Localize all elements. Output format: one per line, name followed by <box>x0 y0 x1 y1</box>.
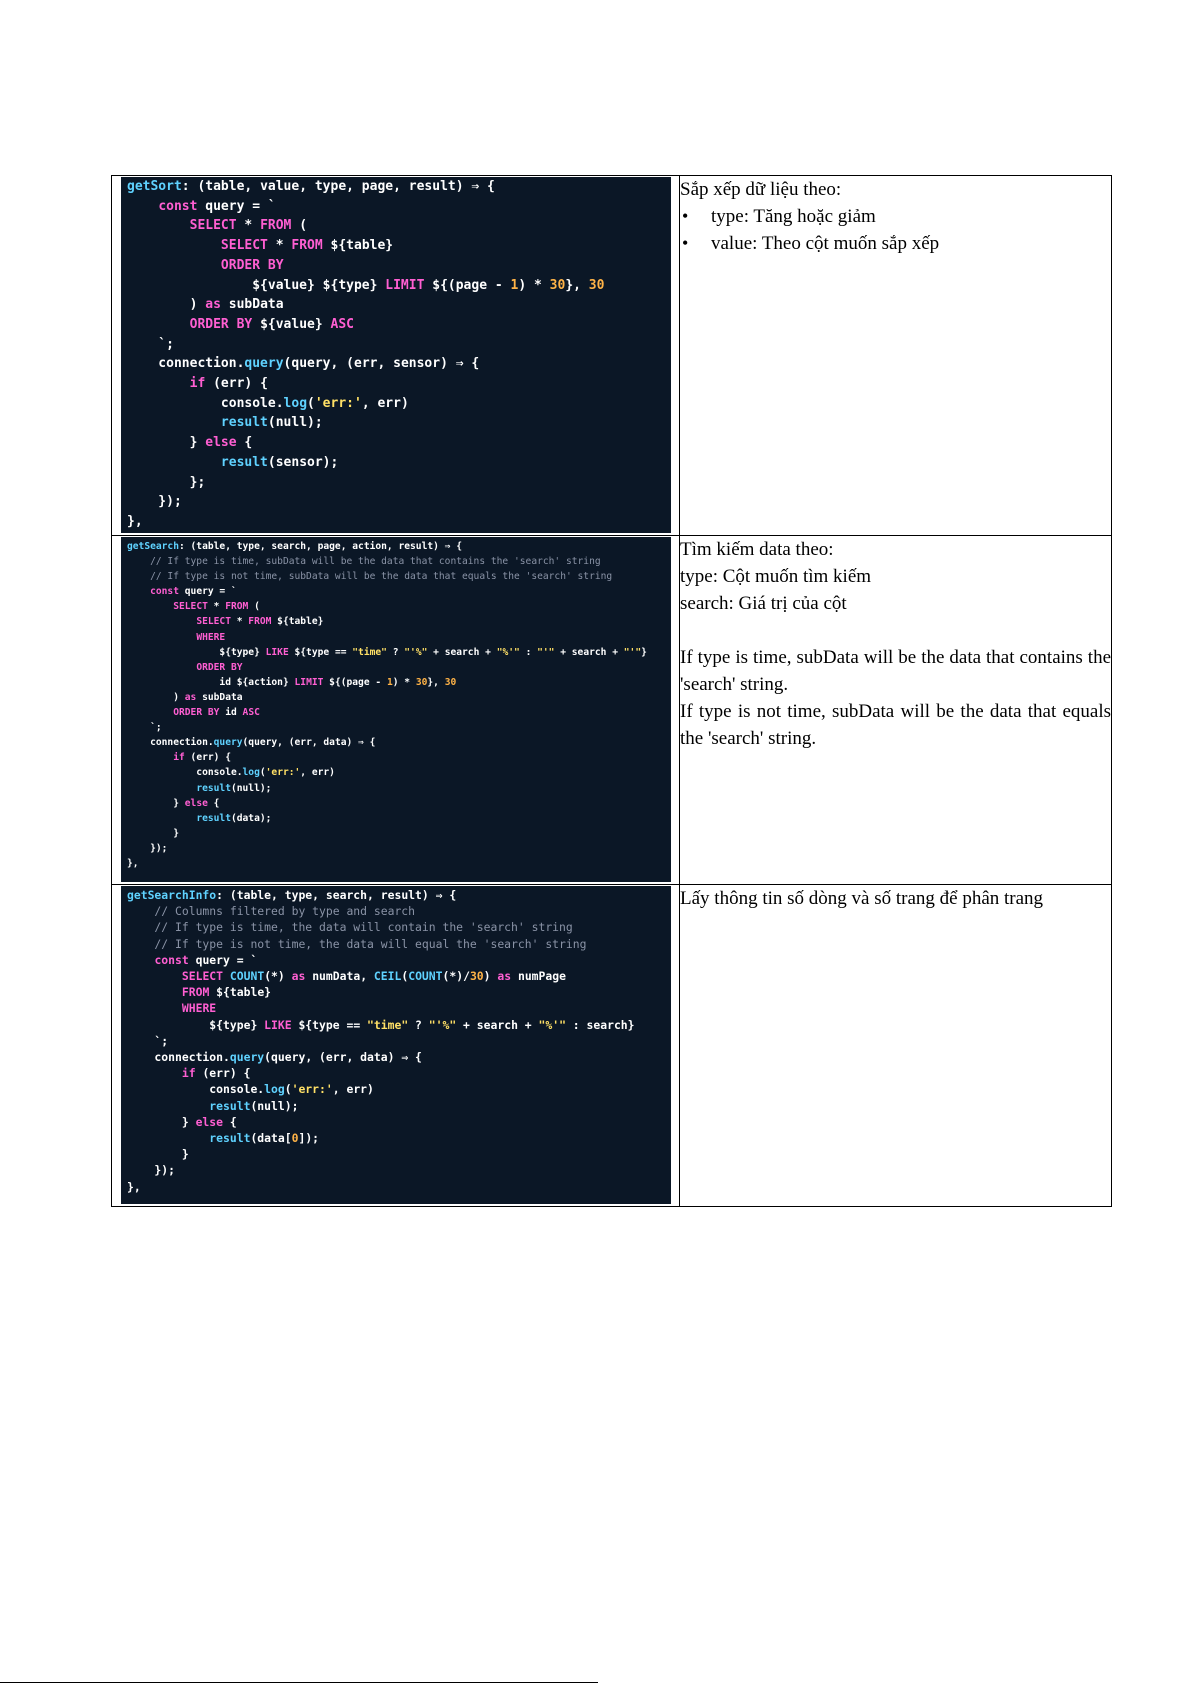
code-line: result(sensor); <box>220 454 339 470</box>
code-line: WHERE <box>181 1001 217 1016</box>
code-line: connection.query(query, (err, sensor) ⇒ { <box>127 356 480 372</box>
code-line: id ${action} LIMIT ${(page - 1) * 30}, 30 <box>127 676 457 688</box>
code-line: SELECT * FROM ( <box>173 601 260 613</box>
code-line: ORDER BY id ASC <box>173 707 260 719</box>
code-line: } else { <box>127 1114 237 1129</box>
code-line: ${value} ${type} LIMIT ${(page - 1) * 30}, 30 <box>127 277 605 293</box>
code-line: WHERE <box>196 631 226 643</box>
code-line: ORDER BY ${value} ASC <box>189 316 355 332</box>
description-cell <box>680 536 1112 885</box>
code-line: }, <box>127 513 143 529</box>
code-line: ORDER BY <box>196 661 243 673</box>
code-cell <box>112 885 680 1207</box>
code-line: result(null); <box>209 1098 299 1113</box>
code-line: } else { <box>127 435 253 451</box>
code-line: console.log('err:', err) <box>127 1082 374 1097</box>
code-line: FROM ${table} <box>181 985 272 1000</box>
code-cell <box>112 536 680 885</box>
description-paragraph: If type is time, subData will be the data that contains the 'search' string. <box>680 647 1111 695</box>
code-line: console.log('err:', err) <box>127 395 409 411</box>
code-line: if (err) { <box>181 1066 251 1081</box>
code-line: SELECT * FROM ( <box>189 218 308 234</box>
code-line: const query = ` <box>150 586 237 598</box>
footnote-separator <box>0 1682 598 1683</box>
code-line: `; <box>127 722 162 734</box>
code-line: getSearchInfo: (table, type, search, result) ⇒ { <box>127 888 457 902</box>
code-line: SELECT COUNT(*) as numData, CEIL(COUNT(*)/30) as numPage <box>181 969 566 984</box>
code-line: }); <box>127 842 168 854</box>
code-line: ) as subData <box>127 691 243 703</box>
code-line: const query = ` <box>154 952 258 967</box>
code-line: `; <box>127 1033 169 1048</box>
code-screenshot-getsort <box>121 177 671 533</box>
code-line: if (err) { <box>189 376 268 392</box>
code-line: ORDER BY <box>220 257 284 273</box>
code-screenshot-getsearch <box>121 537 671 882</box>
bullet-item: • type: Tăng hoặc giảm <box>680 203 1111 230</box>
code-line: }, <box>127 1179 141 1194</box>
bullet-item: • value: Theo cột muốn sắp xếp <box>680 230 1111 257</box>
code-line: const query = ` <box>158 198 276 214</box>
code-line: // If type is not time, the data will equal the 'search' string <box>127 936 587 951</box>
code-line: }); <box>127 1163 176 1178</box>
code-line: getSort: (table, value, type, page, result) ⇒ { <box>127 179 495 194</box>
description-cell <box>680 176 1112 536</box>
code-line: }; <box>127 474 206 490</box>
code-line: ${type} LIKE ${type == "time" ? "'%" + search + "%'" : search} <box>127 1017 635 1032</box>
code-line: console.log('err:', err) <box>127 767 335 779</box>
code-line: }, <box>127 857 139 869</box>
code-line: }); <box>127 494 182 510</box>
code-line: getSearch: (table, type, search, page, action, result) ⇒ { <box>127 541 463 552</box>
code-line: result(data[0]); <box>209 1131 320 1146</box>
code-line: } else { <box>127 797 220 809</box>
code-cell <box>112 176 680 536</box>
code-line: connection.query(query, (err, data) ⇒ { <box>127 737 376 749</box>
code-screenshot-getsearchinfo <box>121 886 671 1204</box>
code-line: // If type is time, subData will be the data that contains the 'search' string <box>127 556 601 568</box>
code-line: ) as subData <box>127 297 284 313</box>
code-line: } <box>127 1147 189 1162</box>
code-line: SELECT * FROM ${table} <box>196 616 324 628</box>
code-line: result(null); <box>196 782 272 794</box>
code-line: `; <box>127 336 174 352</box>
description-paragraph: If type is not time, subData will be the data that equals the 'search' string. <box>680 701 1111 749</box>
code-line: SELECT * FROM ${table} <box>220 238 394 254</box>
code-line: // If type is time, the data will contain the 'search' string <box>127 920 573 935</box>
code-line: result(data); <box>196 812 272 824</box>
code-line: connection.query(query, (err, data) ⇒ { <box>127 1050 422 1065</box>
description-text: Lấy thông tin số dòng và số trang để phân trang <box>680 888 1044 909</box>
description-cell <box>680 885 1112 1207</box>
description-heading: Tìm kiếm data theo: <box>680 539 834 560</box>
description-line: type: Cột muốn tìm kiếm <box>680 566 872 587</box>
code-line: // Columns filtered by type and search <box>127 904 416 919</box>
description-line: search: Giá trị của cột <box>680 593 847 614</box>
code-line: ${type} LIKE ${type == "time" ? "'%" + search + "%'" : "'" + search + "'"} <box>127 646 647 658</box>
code-line: if (err) { <box>173 752 231 764</box>
code-line: result(null); <box>220 415 323 431</box>
code-description-table <box>111 175 1112 1207</box>
table-row-getsearchinfo <box>112 885 1112 1207</box>
description-bullets <box>680 203 1111 257</box>
description-heading: Sắp xếp dữ liệu theo: <box>680 179 842 200</box>
table-row-getsearch <box>112 536 1112 885</box>
code-line: // If type is not time, subData will be the data that equals the 'search' string <box>127 571 613 583</box>
table-row-getsort <box>112 176 1112 536</box>
code-line: } <box>127 827 179 839</box>
